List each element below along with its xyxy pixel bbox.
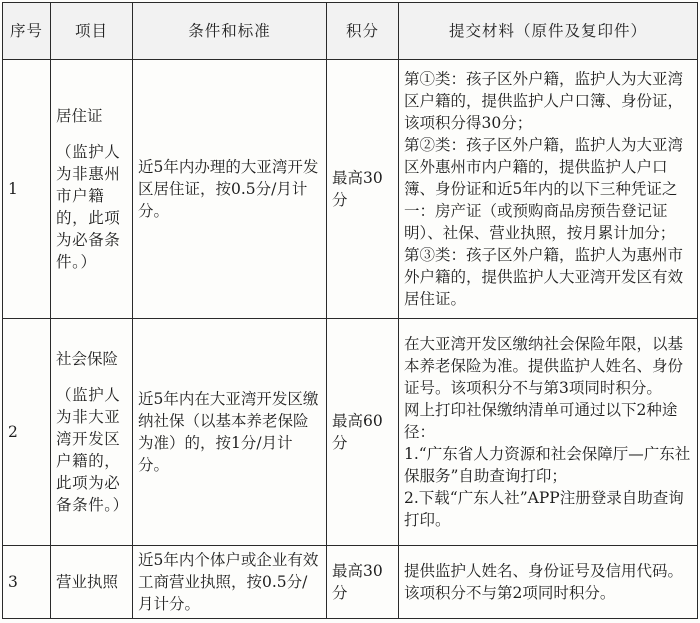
item-note: （监护人为非大亚湾开发区户籍的，此项为必备条件。）: [56, 386, 129, 514]
item-name: 居住证: [56, 107, 103, 125]
materials-paragraph: 1.“广东省人力资源和社会保障厅—广东社保服务”自助查询打印；: [404, 445, 691, 485]
materials-paragraph: 在大亚湾开发区缴纳社会保险年限，以基本养老保险为准。提供监护人姓名、身份证号。该项积分不与第3项同时积分。: [404, 335, 684, 397]
row-seq: 1: [3, 60, 51, 319]
header-conditions: 条件和标准: [133, 3, 327, 60]
points-criteria-table: [2, 2, 698, 619]
materials-paragraph: 第②类：孩子区外户籍，监护人为大亚湾区外惠州市内户籍的，提供监护人户口簿、身份证和近5年内的以下三种凭证之一：房产证（或预购商品房预告登记证明）、社保、营业执照，按月累计加分；: [404, 136, 684, 242]
row-conditions: 近5年内在大亚湾开发区缴纳社保（以基本养老保险为准）的，按1分/月计分。: [133, 319, 327, 546]
row-item: [51, 319, 133, 546]
materials-paragraph: 2.下载“广东人社”APP注册登录自助查询打印。: [404, 489, 684, 529]
header-score: 积分: [327, 3, 399, 60]
row-score: 最高60分: [327, 319, 399, 546]
item-note: （监护人为非惠州市户籍的，此项为必备条件。）: [56, 143, 121, 271]
row-score: 最高30分: [327, 60, 399, 319]
row-seq: 3: [3, 546, 51, 619]
table-row: [3, 546, 698, 619]
row-conditions: 近5年内办理的大亚湾开发区居住证，按0.5分/月计分。: [133, 60, 327, 319]
row-materials: [399, 60, 698, 319]
item-name: 营业执照: [56, 573, 119, 591]
materials-paragraph: 第①类：孩子区外户籍，监护人为大亚湾区户籍的，提供监护人户口簿、身份证，该项积分得30分；: [404, 70, 684, 132]
row-seq: 2: [3, 319, 51, 546]
table-row: [3, 60, 698, 319]
row-materials: [399, 546, 698, 619]
header-materials: 提交材料（原件及复印件）: [399, 3, 698, 60]
materials-paragraph: 提供监护人姓名、身份证号及信用代码。该项积分不与第2项同时积分。: [404, 562, 684, 602]
header-item: 项目: [51, 3, 133, 60]
row-item: [51, 60, 133, 319]
row-item: [51, 546, 133, 619]
table-row: [3, 319, 698, 546]
item-name: 社会保险: [56, 350, 119, 368]
materials-paragraph: 网上打印社保缴纳清单可通过以下2种途径：: [404, 401, 678, 441]
row-conditions: 近5年内个体户或企业有效工商营业执照，按0.5分/月计分。: [133, 546, 327, 619]
row-score: 最高30分: [327, 546, 399, 619]
header-seq: 序号: [3, 3, 51, 60]
table-header-row: [3, 3, 698, 60]
materials-paragraph: 第③类：孩子区外户籍，监护人为惠州市外户籍的，提供监护人大亚湾开发区有效居住证。: [404, 246, 684, 308]
row-materials: [399, 319, 698, 546]
